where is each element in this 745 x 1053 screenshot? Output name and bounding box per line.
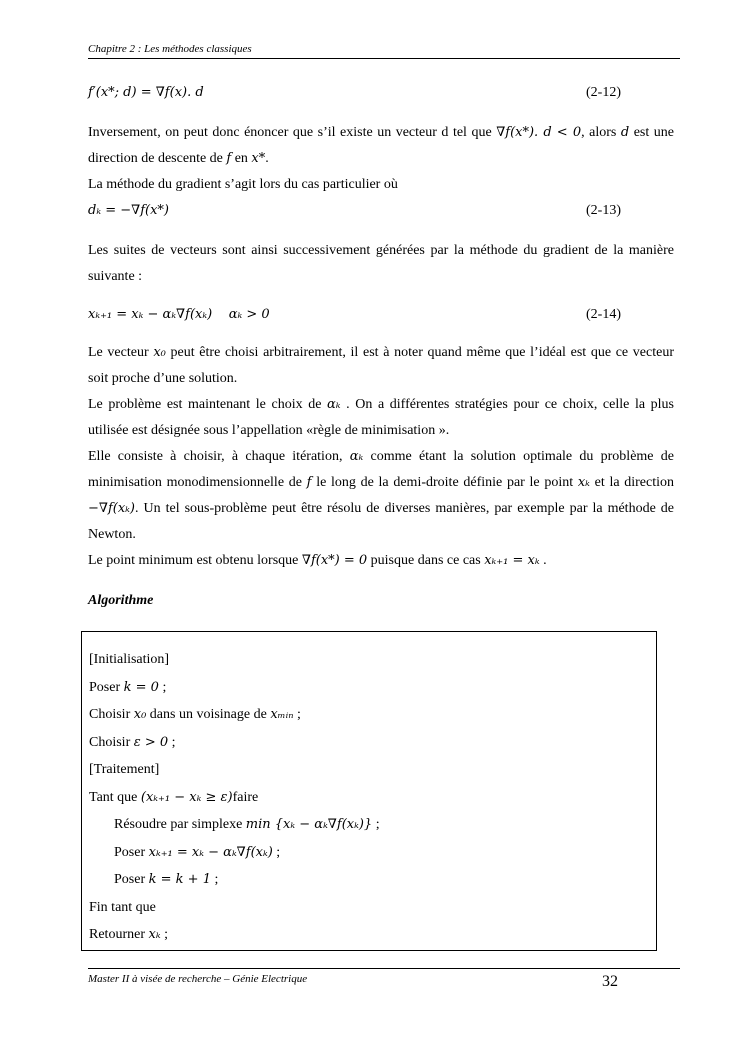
- paragraph-minimum-point: Le point minimum est obtenu lorsque ∇f(x*) = 0 puisque dans ce cas xₖ₊₁ = xₖ .: [88, 553, 547, 568]
- algo-line: Poser k = 0 ;: [89, 679, 167, 695]
- algo-line: Poser xₖ₊₁ = xₖ − αₖ∇f(xₖ) ;: [114, 844, 281, 860]
- equation-number: (2-14): [586, 307, 621, 322]
- paragraph-minimisation: Elle consiste à choisir, à chaque itération, αₖ comme étant la solution optimale du problème de minimisation monodimensionnelle de f le long de la demi-droite définie par le point xₖ et la direction −∇f(xₖ). Un tel sous-problème peut être résolu de diverses manières, par exemple par la méthode de Newton.: [88, 449, 675, 542]
- algorithm-title: Algorithme: [88, 593, 154, 608]
- paragraph-step-choice: Le problème est maintenant le choix de αₖ . On a différentes stratégies pour ce choix, celle la plus utilisée est désignée sous l’appellation «règle de minimisation ».: [88, 397, 674, 438]
- equation-2-12: [88, 80, 674, 106]
- paragraph-sequence: Les suites de vecteurs sont ainsi successivement générées par la méthode du gradient de la manière suivante :: [88, 243, 674, 284]
- paragraph-gradient-case: La méthode du gradient s’agit lors du cas particulier où: [88, 177, 398, 192]
- algo-line: Poser k = k + 1 ;: [114, 872, 219, 887]
- footer-title: Master II à visée de recherche – Génie Electrique: [88, 973, 308, 985]
- algo-line: [Initialisation]: [89, 652, 170, 667]
- equation-number: (2-12): [586, 85, 621, 100]
- algo-line: Résoudre par simplexe min {xₖ − αₖ∇f(xₖ)} ;: [114, 817, 380, 832]
- algo-line: Retourner xₖ ;: [89, 927, 168, 942]
- page-number: 32: [602, 973, 618, 990]
- algo-line: [Traitement]: [89, 762, 160, 777]
- algo-line: Tant que (xₖ₊₁ − xₖ ≥ ε)faire: [89, 789, 259, 805]
- algo-line: Choisir ε > 0 ;: [89, 734, 176, 750]
- equation-formula: xₖ₊₁ = xₖ − αₖ∇f(xₖ) αₖ > 0: [88, 307, 270, 322]
- algo-line: Fin tant que: [89, 899, 156, 915]
- running-footer: [88, 968, 680, 990]
- equation-number: (2-13): [586, 203, 621, 218]
- equation-formula: f′(x*; d) = ∇f(x). d: [88, 85, 204, 100]
- algo-line: Choisir x₀ dans un voisinage de xₘᵢₙ ;: [89, 707, 301, 722]
- running-header: Chapitre 2 : Les méthodes classiques: [88, 43, 680, 59]
- equation-2-14: [88, 302, 674, 328]
- algorithm-box: [81, 631, 657, 951]
- paragraph-initial-vector: Le vecteur x₀ peut être choisi arbitrairement, il est à noter quand même que l’idéal est que ce vecteur soit proche d’une solution.: [88, 345, 675, 386]
- page-body: [88, 80, 674, 614]
- paragraph-descent-direction: Inversement, on peut donc énoncer que s’il existe un vecteur d tel que ∇f(x*). d < 0, alors d est une direction de descente de f en x*.: [88, 125, 674, 166]
- equation-2-13: [88, 198, 674, 224]
- equation-formula: dₖ = −∇f(x*): [88, 203, 169, 218]
